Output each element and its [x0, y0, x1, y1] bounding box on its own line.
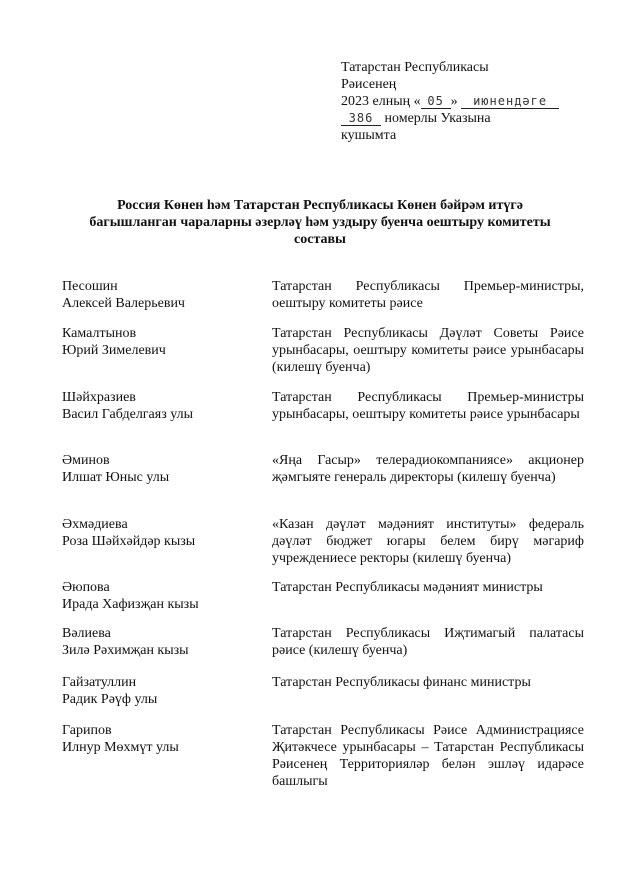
title-line-3: составы: [294, 232, 346, 247]
member-role: «Казан дәүләт мәдәният институты» федераль дәүләт бюджет югары белем бирү мәгариф учреждениесе ректоры (килешү буенча): [272, 517, 584, 566]
member-role: Татарстан Республикасы финанс министры: [272, 675, 531, 690]
member-given-name: Васил Габделгаяз улы: [62, 407, 194, 422]
date-day: 05: [421, 95, 451, 109]
member-name: [62, 389, 262, 423]
member-given-name: Юрий Зимелевич: [62, 343, 166, 358]
member-surname: Камалтынов: [62, 326, 137, 341]
member-name: [62, 452, 262, 486]
stamp-line-head: Рәисенең: [341, 77, 397, 92]
member-given-name: Алексей Валерьевич: [62, 296, 185, 311]
member-role: Татарстан Республикасы Иҗтимагый палатасы рәисе (килешү буенча): [272, 626, 584, 658]
member-role: Татарстан Республикасы Рәисе Администрациясе Җитәкчесе урынбасары – Татарстан Республикасы Рәисенең Территорияләр белән эшләү идарәсе башлыгы: [272, 723, 584, 789]
member-name: [62, 722, 262, 756]
stamp-line-appendix: кушымта: [341, 128, 397, 143]
member-name: [62, 325, 262, 359]
member-given-name: Зилә Рәхимҗан кызы: [62, 643, 189, 658]
member-given-name: Илшат Юныс улы: [62, 470, 170, 485]
document-title: [50, 197, 590, 248]
title-line-2: багышланган чараларны әзерләү һәм уздыру буенча оештыру комитеты: [89, 215, 551, 230]
member-surname: Әхмәдиева: [62, 517, 128, 532]
decree-number: 386: [341, 112, 381, 126]
member-given-name: Роза Шәйхәйдәр кызы: [62, 534, 196, 549]
member-role: Татарстан Республикасы Дәүләт Советы Рәисе урынбасары, оештыру комитеты рәисе урынбасары (килешү буенча): [272, 326, 584, 375]
stamp-number-line: [341, 110, 581, 127]
member-name: [62, 625, 262, 659]
member-surname: Гайзатуллин: [62, 675, 137, 690]
appendix-stamp: [341, 59, 581, 144]
member-surname: Вәлиева: [62, 626, 111, 641]
member-name: [62, 579, 262, 613]
title-line-1: Россия Көнен һәм Татарстан Республикасы Көнен бәйрәм итүгә: [117, 198, 523, 213]
member-role: «Яңа Гасыр» телерадиокомпаниясе» акционер җәмгыяте генераль директоры (килешү буенча): [272, 453, 584, 485]
stamp-date-line: [341, 93, 581, 110]
stamp-line-republic: Татарстан Республикасы: [341, 60, 489, 75]
date-month: июнендәге: [461, 95, 559, 109]
number-suffix: номерлы Указына: [384, 111, 491, 126]
member-name: [62, 278, 262, 312]
member-role: Татарстан Республикасы мәдәният министры: [272, 580, 543, 595]
member-name: [62, 516, 262, 550]
member-surname: Гарипов: [62, 723, 112, 738]
member-surname: Шәйхразиев: [62, 390, 136, 405]
date-prefix: 2023 елның «: [341, 94, 421, 109]
date-mid: »: [450, 94, 458, 109]
member-given-name: Радик Рәүф улы: [62, 692, 158, 707]
member-name: [62, 674, 262, 708]
member-role: Татарстан Республикасы Премьер-министры, оештыру комитеты рәисе: [272, 279, 584, 311]
member-surname: Әюпова: [62, 580, 110, 595]
member-surname: Песошин: [62, 279, 118, 294]
member-given-name: Ирада Хафизҗан кызы: [62, 597, 199, 612]
member-role: Татарстан Республикасы Премьер-министры урынбасары, оештыру комитеты рәисе урынбасары: [272, 390, 584, 422]
member-surname: Әминов: [62, 453, 110, 468]
member-given-name: Илнур Мөхмүт улы: [62, 740, 179, 755]
